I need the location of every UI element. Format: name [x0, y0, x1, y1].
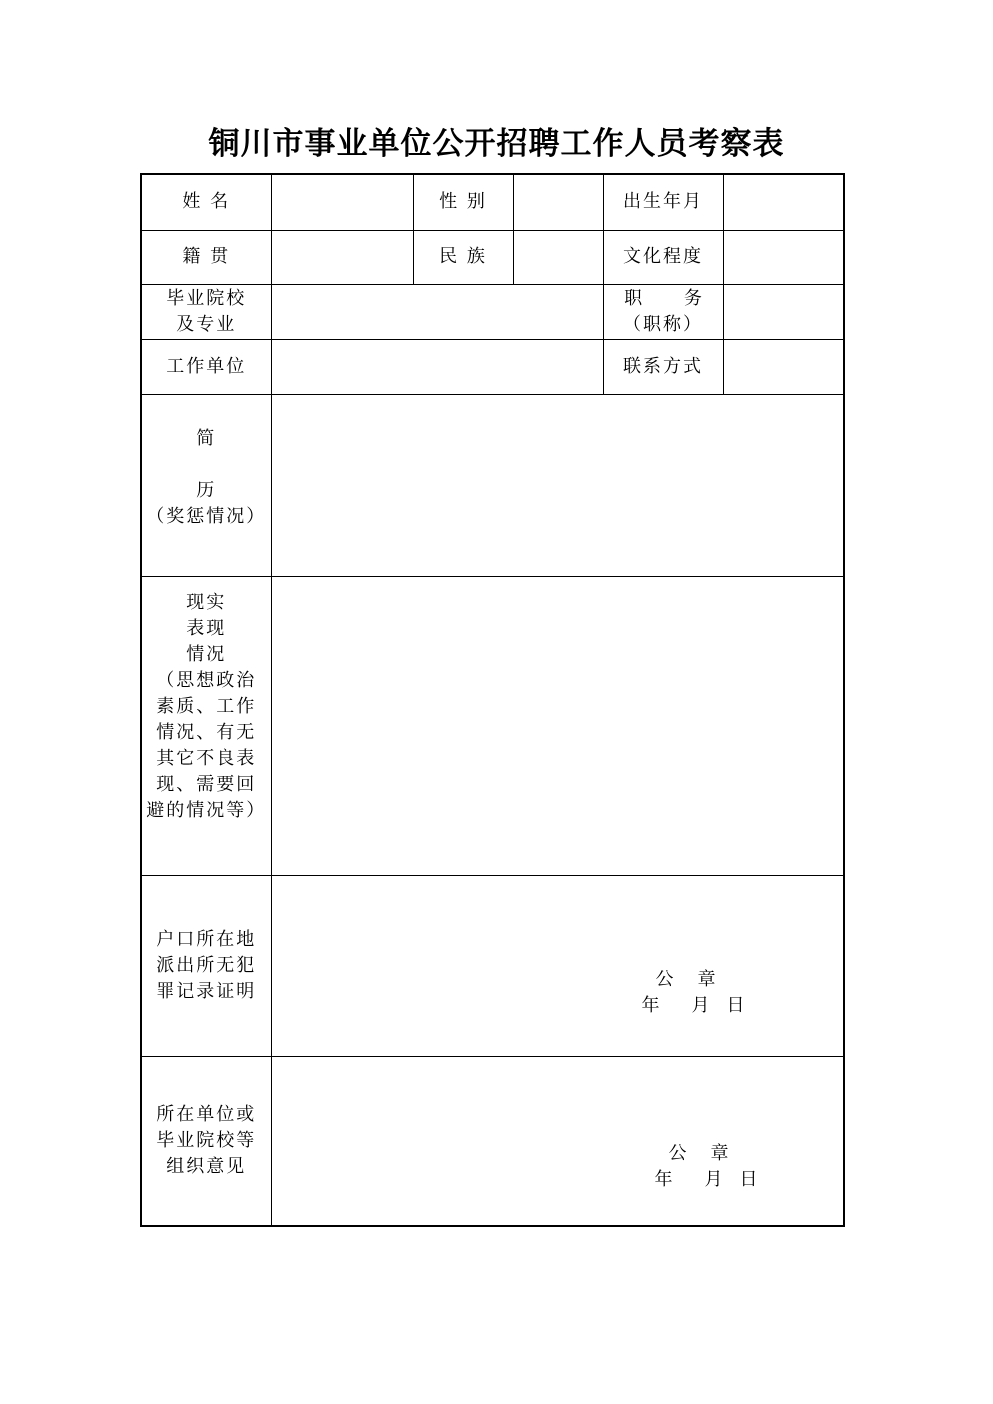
label-gender: 性 别	[413, 174, 513, 230]
field-education[interactable]	[723, 230, 844, 284]
field-resume[interactable]	[271, 394, 844, 576]
label-position: 职 务 （职称）	[603, 284, 723, 339]
assessment-form-table	[140, 173, 845, 1227]
label-resume: 简 历 （奖惩情况）	[141, 394, 271, 576]
label-police-cert: 户口所在地 派出所无犯 罪记录证明	[141, 875, 271, 1056]
row-school	[141, 284, 844, 339]
label-native-place: 籍 贯	[141, 230, 271, 284]
field-org-opinion[interactable]	[271, 1056, 844, 1226]
label-performance: 现实 表现 情况 （思想政治 素质、工作 情况、有无 其它不良表 现、需要回 避的情况等）	[141, 576, 271, 875]
seal-date: 年 月 日	[654, 1168, 760, 1190]
field-contact[interactable]	[723, 339, 844, 394]
field-ethnicity[interactable]	[513, 230, 603, 284]
row-police-cert	[141, 875, 844, 1056]
field-school-major[interactable]	[271, 284, 603, 339]
row-resume	[141, 394, 844, 576]
row-basic-1	[141, 174, 844, 230]
field-gender[interactable]	[513, 174, 603, 230]
label-birth-date: 出生年月	[603, 174, 723, 230]
label-education: 文化程度	[603, 230, 723, 284]
seal-block	[640, 1141, 758, 1193]
seal-date: 年 月 日	[641, 994, 747, 1016]
seal-stamp-text: 公章	[655, 968, 740, 990]
label-school-major: 毕业院校 及专业	[141, 284, 271, 339]
field-performance[interactable]	[271, 576, 844, 875]
field-police-cert[interactable]	[271, 875, 844, 1056]
row-performance	[141, 576, 844, 875]
seal-stamp-text: 公章	[668, 1142, 753, 1164]
field-name[interactable]	[271, 174, 413, 230]
page-title: 铜川市事业单位公开招聘工作人员考察表	[208, 126, 785, 162]
label-name: 姓 名	[141, 174, 271, 230]
field-position[interactable]	[723, 284, 844, 339]
label-org-opinion: 所在单位或 毕业院校等 组织意见	[141, 1056, 271, 1226]
seal-block	[627, 967, 745, 1019]
label-work-unit: 工作单位	[141, 339, 271, 394]
row-work-unit	[141, 339, 844, 394]
label-contact: 联系方式	[603, 339, 723, 394]
field-birth-date[interactable]	[723, 174, 844, 230]
field-work-unit[interactable]	[271, 339, 603, 394]
label-ethnicity: 民 族	[413, 230, 513, 284]
field-native-place[interactable]	[271, 230, 413, 284]
row-org-opinion	[141, 1056, 844, 1226]
row-basic-2	[141, 230, 844, 284]
